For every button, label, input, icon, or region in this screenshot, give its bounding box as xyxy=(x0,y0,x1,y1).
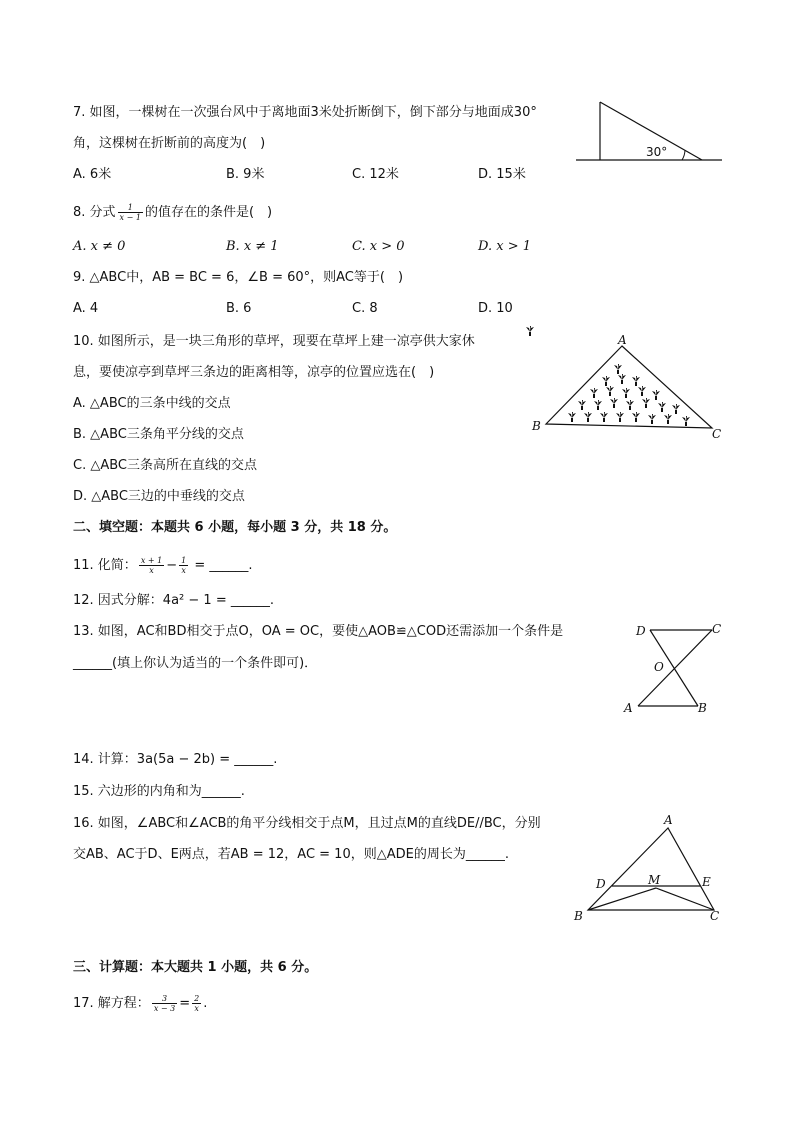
q17-text xyxy=(73,994,207,1013)
q7-tree-figure xyxy=(570,100,730,170)
q11-frac2-num: 1 xyxy=(181,556,187,565)
q8-text xyxy=(73,203,272,222)
vertex-c-label: C xyxy=(712,427,722,441)
q9-option-d: D. 10 xyxy=(478,301,513,316)
q12-text: 12. 因式分解：4a² − 1 = ______. xyxy=(73,593,274,608)
triangle-abc xyxy=(588,828,714,910)
q7-option-d: D. 15米 xyxy=(478,167,526,182)
point-o-label: O xyxy=(654,660,664,674)
q8-option-d: D. x > 1 xyxy=(478,239,531,254)
q10-option-b: B. △ABC三条角平分线的交点 xyxy=(73,427,244,442)
q11-fraction-1 xyxy=(139,556,164,575)
q17-fraction-1 xyxy=(152,994,177,1013)
q7-option-b: B. 9米 xyxy=(226,167,265,182)
q10-text-line1: 10. 如图所示，是一块三角形的草坪，现要在草坪上建一凉亭供大家休 xyxy=(73,334,475,349)
point-b-label: B xyxy=(698,701,707,715)
point-a-label: A xyxy=(664,813,673,827)
q16-text-line1: 16. 如图，∠ABC和∠ACB的角平分线相交于点M，且过点M的直线DE//BC，分别 xyxy=(73,816,541,831)
q11-text xyxy=(73,556,253,575)
q11-minus: − xyxy=(166,558,178,573)
point-c-label: C xyxy=(710,909,720,923)
segment-ca xyxy=(638,630,712,706)
point-d-label: D xyxy=(636,624,646,638)
q8-prefix: 8. 分式 xyxy=(73,205,116,220)
q13-figure xyxy=(620,620,730,720)
grass-tufts xyxy=(526,326,534,336)
vertex-b-label: B xyxy=(532,419,541,433)
q8-fraction xyxy=(118,203,143,222)
q7-option-c: C. 12米 xyxy=(352,167,399,182)
q17-frac1-num: 3 xyxy=(152,994,177,1004)
vertex-a-label: A xyxy=(618,333,627,347)
grass-pattern xyxy=(568,364,690,426)
q11-suffix: = ______. xyxy=(190,558,253,573)
q15-text: 15. 六边形的内角和为______. xyxy=(73,784,245,799)
q17-prefix: 17. 解方程： xyxy=(73,996,150,1011)
q17-frac2-den: x xyxy=(194,1004,199,1013)
angle-label: 30° xyxy=(646,145,668,159)
q9-option-a: A. 4 xyxy=(73,301,99,316)
q7-option-a: A. 6米 xyxy=(73,167,112,182)
q10-lawn-figure xyxy=(530,332,730,444)
q11-prefix: 11. 化简： xyxy=(73,558,137,573)
q11-frac2-den: x xyxy=(181,566,186,575)
q10-text-line2: 息，要使凉亭到草坪三条边的距离相等，凉亭的位置应选在( ) xyxy=(73,365,435,380)
q16-figure xyxy=(572,812,732,924)
q9-text: 9. △ABC中，AB = BC = 6，∠B = 60°，则AC等于( ) xyxy=(73,270,404,285)
q13-text-line2: ______(填上你认为适当的一个条件即可)． xyxy=(73,656,318,671)
q16-text-line2: 交AB、AC于D、E两点，若AB = 12，AC = 10，则△ADE的周长为______. xyxy=(73,847,509,862)
q10-option-d: D. △ABC三边的中垂线的交点 xyxy=(73,489,245,504)
q8-frac-num: 1 xyxy=(118,203,143,213)
q8-frac-den: x − 1 xyxy=(119,213,141,222)
q8-option-b: B. x ≠ 1 xyxy=(226,239,279,254)
q17-fraction-2 xyxy=(192,994,201,1013)
q13-text-line1: 13. 如图，AC和BD相交于点O，OA = OC，要使△AOB≌△COD还需添加一个条件是 xyxy=(73,624,564,639)
q7-text-line2: 角，这棵树在折断前的高度为( ) xyxy=(73,136,266,151)
q9-option-b: B. 6 xyxy=(226,301,252,316)
q8-option-a: A. x ≠ 0 xyxy=(73,239,126,254)
q17-suffix: . xyxy=(203,996,208,1011)
bisector-cm xyxy=(656,888,714,910)
q11-fraction-2 xyxy=(179,556,188,575)
q8-suffix: 的值存在的条件是( ) xyxy=(144,205,273,220)
point-b-label: B xyxy=(574,909,583,923)
q11-frac1-den: x xyxy=(149,566,154,575)
section-2-heading: 二、填空题：本题共 6 小题，每小题 3 分，共 18 分。 xyxy=(73,520,397,535)
q8-option-c: C. x > 0 xyxy=(352,239,405,254)
q11-frac1-num: x + 1 xyxy=(140,556,163,565)
point-m-label: M xyxy=(648,873,661,887)
q17-equals: = xyxy=(179,996,191,1011)
q9-option-c: C. 8 xyxy=(352,301,378,316)
q7-text-line1: 7. 如图，一棵树在一次强台风中于离地面3米处折断倒下，倒下部分与地面成30° xyxy=(73,105,537,120)
point-a-label: A xyxy=(624,701,633,715)
section-3-heading: 三、计算题：本大题共 1 小题，共 6 分。 xyxy=(73,960,318,975)
q14-text: 14. 计算：3a(5a − 2b) = ______. xyxy=(73,752,278,767)
point-c-label: C xyxy=(712,622,722,636)
point-d-label: D xyxy=(596,877,606,891)
point-e-label: E xyxy=(702,875,711,889)
q10-option-a: A. △ABC的三条中线的交点 xyxy=(73,396,231,411)
angle-arc xyxy=(682,150,685,160)
q10-option-c: C. △ABC三条高所在直线的交点 xyxy=(73,458,257,473)
q17-frac2-num: 2 xyxy=(194,994,200,1003)
q17-frac1-den: x − 3 xyxy=(153,1004,176,1013)
